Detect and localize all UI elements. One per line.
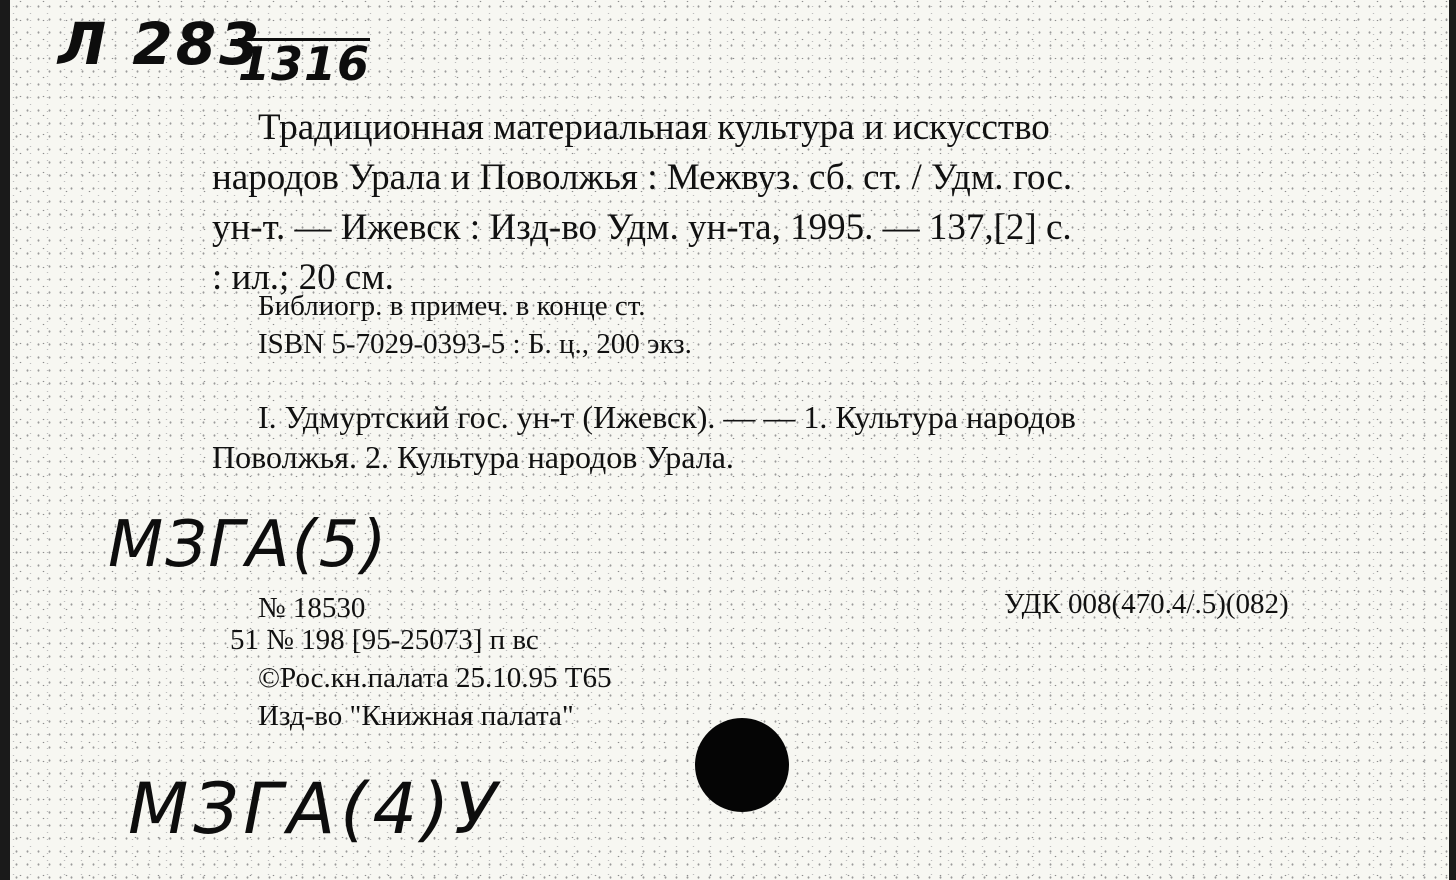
udk-code: УДК 008(470.4/.5)(082) xyxy=(1004,588,1289,620)
imprint-line-2: ©Рос.кн.палата 25.10.95 Т65 xyxy=(258,662,612,694)
imprint-line-1: 51 № 198 [95-25073] п вс xyxy=(230,624,539,656)
card-left-edge xyxy=(0,0,10,880)
handwritten-shelf-code: Л 283 xyxy=(58,10,263,78)
handwritten-mark-1: МЗГА(5) xyxy=(108,508,389,582)
bibliography-note: Библиогр. в примеч. в конце ст. xyxy=(258,290,646,322)
subject-line-2: Поволжья. 2. Культура народов Урала. xyxy=(212,439,734,475)
card-number: № 18530 xyxy=(258,592,366,624)
title-line-3: ун-т. — Ижевск : Изд-во Удм. ун-та, 1995. — 137,[2] с. xyxy=(212,207,1072,248)
imprint-line-3: Изд-во "Книжная палата" xyxy=(258,700,574,732)
title-line-2: народов Урала и Поволжья : Межвуз. сб. ст. / Удм. гос. xyxy=(212,157,1073,198)
punch-hole xyxy=(695,718,789,812)
isbn-note: ISBN 5-7029-0393-5 : Б. ц., 200 экз. xyxy=(258,328,692,360)
subject-line-1: I. Удмуртский гос. ун-т (Ижевск). — — 1. Культура народов xyxy=(258,399,1076,435)
title-line-4: : ил.; 20 см. xyxy=(212,257,394,298)
card-right-edge xyxy=(1449,0,1456,880)
handwritten-sub-number: 1316 xyxy=(238,37,371,91)
handwritten-mark-2: МЗГА(4)У xyxy=(128,768,502,850)
title-line-1: Традиционная материальная культура и искусство xyxy=(258,107,1050,148)
